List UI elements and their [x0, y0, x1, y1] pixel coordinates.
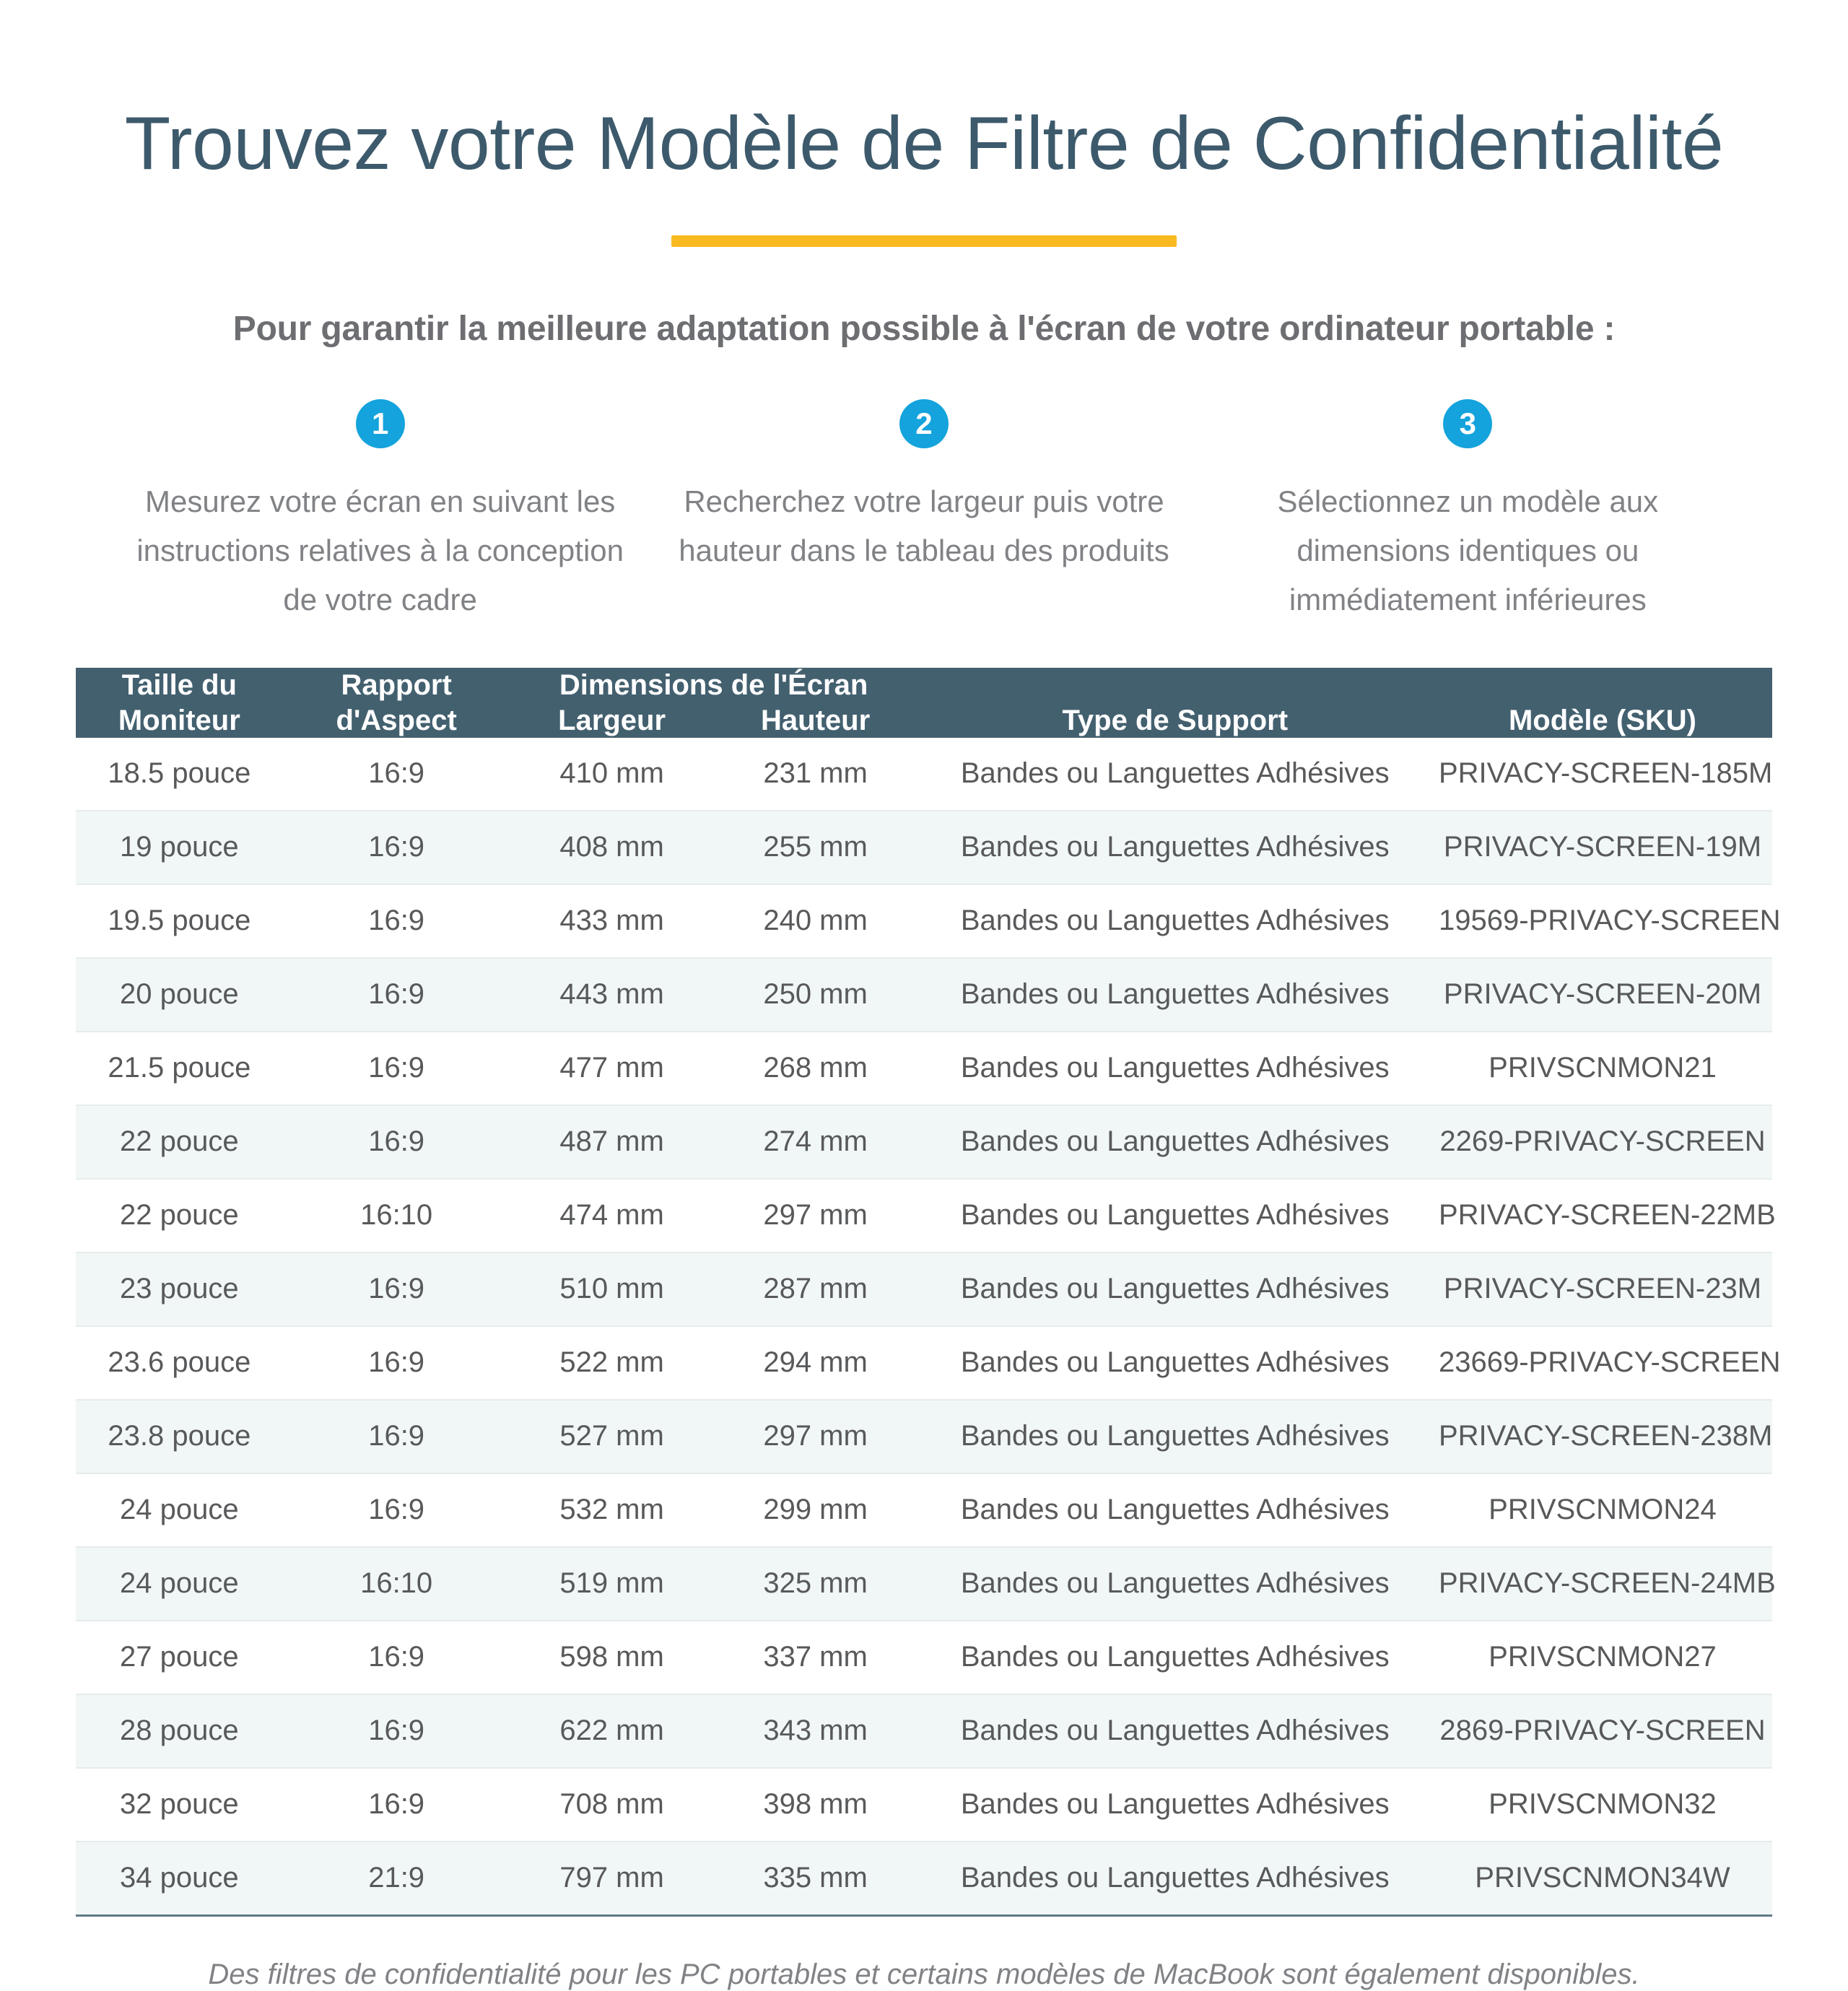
table-row: [76, 884, 1772, 958]
cell-aspect-ratio: 16:9: [283, 1473, 510, 1547]
title-accent-rule-container: [0, 235, 1848, 247]
cell-monitor-size: 23 pouce: [76, 1252, 283, 1326]
cell-aspect-ratio: 16:9: [283, 1326, 510, 1400]
cell-monitor-size: 22 pouce: [76, 1105, 283, 1179]
cell-aspect-ratio: 16:9: [283, 1252, 510, 1326]
cell-screen-width: 433 mm: [510, 884, 714, 958]
cell-model-sku: PRIVACY-SCREEN-24MB: [1433, 1547, 1772, 1621]
cell-screen-width: 510 mm: [510, 1252, 714, 1326]
table-row: [76, 958, 1772, 1032]
cell-model-sku: 23669-PRIVACY-SCREEN: [1433, 1326, 1772, 1400]
cell-mount-type: Bandes ou Languettes Adhésives: [918, 1547, 1433, 1621]
column-header-monitor-size: Taille du Moniteur: [76, 668, 283, 739]
column-header-mount-type: Type de Support: [918, 668, 1433, 739]
product-table-container: [76, 668, 1781, 1917]
cell-model-sku: PRIVACY-SCREEN-23M: [1433, 1252, 1772, 1326]
cell-mount-type: Bandes ou Languettes Adhésives: [918, 1326, 1433, 1400]
steps-section: [0, 399, 1848, 624]
cell-screen-height: 274 mm: [714, 1105, 918, 1179]
cell-screen-height: 294 mm: [714, 1326, 918, 1400]
cell-aspect-ratio: 16:9: [283, 958, 510, 1032]
cell-monitor-size: 21.5 pouce: [76, 1032, 283, 1105]
cell-mount-type: Bandes ou Languettes Adhésives: [918, 811, 1433, 884]
step-text-2: Recherchez votre largeur puis votre hauteur dans le tableau des produits: [679, 484, 1169, 567]
cell-monitor-size: 27 pouce: [76, 1621, 283, 1694]
privacy-filter-finder-page: [0, 51, 1848, 1991]
product-specifications-table: [76, 668, 1781, 1917]
cell-aspect-ratio: 16:10: [283, 1179, 510, 1252]
cell-model-sku: PRIVSCNMON32: [1433, 1768, 1772, 1842]
cell-monitor-size: 18.5 pouce: [108, 757, 251, 790]
cell-monitor-size: 20 pouce: [76, 958, 283, 1032]
page-title: Trouvez votre Modèle de Filtre de Confidentialité: [124, 101, 1724, 186]
table-row: [76, 1032, 1772, 1105]
cell-mount-type: Bandes ou Languettes Adhésives: [918, 1400, 1433, 1473]
cell-screen-width: 443 mm: [510, 958, 714, 1032]
cell-monitor-size: 32 pouce: [76, 1768, 283, 1842]
cell-model-sku: PRIVACY-SCREEN-20M: [1433, 958, 1772, 1032]
cell-model-sku: PRIVSCNMON34W: [1433, 1842, 1772, 1916]
cell-monitor-size: 34 pouce: [76, 1842, 283, 1916]
column-header-screen-dimensions: Dimensions de l'Écran: [510, 668, 918, 703]
column-header-height: Hauteur: [714, 703, 918, 739]
cell-screen-width: 408 mm: [510, 811, 714, 884]
cell-mount-type: Bandes ou Languettes Adhésives: [918, 1105, 1433, 1179]
cell-screen-width: 410 mm: [559, 757, 664, 790]
cell-model-sku: 19569-PRIVACY-SCREEN: [1433, 884, 1772, 958]
title-accent-rule: [671, 235, 1177, 247]
cell-mount-type: Bandes ou Languettes Adhésives: [918, 1842, 1433, 1916]
step-item-2: [652, 399, 1195, 624]
cell-mount-type: Bandes ou Languettes Adhésives: [918, 1032, 1433, 1105]
table-row: [76, 1621, 1772, 1694]
cell-aspect-ratio: 16:9: [283, 811, 510, 884]
cell-monitor-size: 19.5 pouce: [76, 884, 283, 958]
table-row: [76, 1252, 1772, 1326]
cell-mount-type: Bandes ou Languettes Adhésives: [918, 1473, 1433, 1547]
cell-model-sku: PRIVSCNMON21: [1433, 1032, 1772, 1105]
column-header-width: Largeur: [510, 703, 714, 739]
cell-screen-width: 598 mm: [510, 1621, 714, 1694]
table-row: [76, 1842, 1772, 1916]
cell-mount-type: Bandes ou Languettes Adhésives: [918, 1621, 1433, 1694]
cell-screen-height: 398 mm: [714, 1768, 918, 1842]
cell-mount-type: Bandes ou Languettes Adhésives: [918, 1694, 1433, 1768]
footnote-text: Des filtres de confidentialité pour les PC portables et certains modèles de MacBook sont également disponibles.: [208, 1959, 1640, 1991]
cell-mount-type: Bandes ou Languettes Adhésives: [918, 1179, 1433, 1252]
cell-mount-type: Bandes ou Languettes Adhésives: [918, 884, 1433, 958]
cell-screen-width: 477 mm: [510, 1032, 714, 1105]
table-row: [76, 1768, 1772, 1842]
cell-screen-height: 240 mm: [714, 884, 918, 958]
cell-model-sku: PRIVSCNMON24: [1433, 1473, 1772, 1547]
table-row: [76, 1400, 1772, 1473]
step-text-3: Sélectionnez un modèle aux dimensions identiques ou immédiatement inférieures: [1277, 484, 1659, 617]
cell-screen-width: 527 mm: [510, 1400, 714, 1473]
cell-screen-height: 231 mm: [763, 757, 868, 790]
cell-screen-height: 335 mm: [714, 1842, 918, 1916]
cell-screen-height: 297 mm: [714, 1179, 918, 1252]
cell-mount-type: Bandes ou Languettes Adhésives: [918, 958, 1433, 1032]
cell-aspect-ratio: 16:9: [283, 1621, 510, 1694]
page-subtitle: Pour garantir la meilleure adaptation possible à l'écran de votre ordinateur portable :: [232, 309, 1616, 348]
table-row: [76, 1473, 1772, 1547]
cell-screen-height: 268 mm: [714, 1032, 918, 1105]
table-row: [76, 811, 1772, 884]
cell-monitor-size: 23.8 pouce: [76, 1400, 283, 1473]
cell-screen-width: 708 mm: [510, 1768, 714, 1842]
cell-monitor-size: 24 pouce: [76, 1547, 283, 1621]
cell-screen-height: 337 mm: [714, 1621, 918, 1694]
cell-aspect-ratio: 16:10: [283, 1547, 510, 1621]
cell-aspect-ratio: 16:9: [283, 1032, 510, 1105]
cell-screen-width: 487 mm: [510, 1105, 714, 1179]
cell-screen-height: 255 mm: [714, 811, 918, 884]
table-row: [76, 1105, 1772, 1179]
cell-mount-type: Bandes ou Languettes Adhésives: [960, 757, 1390, 790]
cell-model-sku: PRIVACY-SCREEN-185M: [1438, 757, 1773, 790]
table-row: [76, 1547, 1772, 1621]
table-row: [76, 1694, 1772, 1768]
cell-model-sku: PRIVACY-SCREEN-19M: [1433, 811, 1772, 884]
cell-screen-height: 325 mm: [714, 1547, 918, 1621]
column-header-model-sku: Modèle (SKU): [1433, 668, 1772, 739]
cell-model-sku: PRIVSCNMON27: [1433, 1621, 1772, 1694]
table-header-row-1: [76, 668, 1772, 703]
cell-screen-width: 519 mm: [510, 1547, 714, 1621]
step-number-badge-2: 2: [899, 399, 949, 448]
cell-model-sku: 2869-PRIVACY-SCREEN: [1433, 1694, 1772, 1768]
table-body: [76, 738, 1781, 1916]
cell-screen-height: 343 mm: [714, 1694, 918, 1768]
cell-screen-width: 474 mm: [510, 1179, 714, 1252]
cell-mount-type: Bandes ou Languettes Adhésives: [918, 1252, 1433, 1326]
cell-monitor-size: 22 pouce: [76, 1179, 283, 1252]
cell-screen-width: 797 mm: [510, 1842, 714, 1916]
cell-aspect-ratio: 16:9: [283, 1400, 510, 1473]
cell-aspect-ratio: 16:9: [283, 1768, 510, 1842]
cell-model-sku: PRIVACY-SCREEN-22MB: [1433, 1179, 1772, 1252]
step-item-3: [1196, 399, 1740, 624]
cell-screen-height: 250 mm: [714, 958, 918, 1032]
cell-monitor-size: 28 pouce: [76, 1694, 283, 1768]
cell-aspect-ratio: 21:9: [283, 1842, 510, 1916]
table-row: [76, 738, 1772, 811]
cell-aspect-ratio: 16:9: [283, 1105, 510, 1179]
cell-screen-width: 622 mm: [510, 1694, 714, 1768]
cell-screen-height: 299 mm: [714, 1473, 918, 1547]
step-text-1: Mesurez votre écran en suivant les instructions relatives à la conception de votre cadre: [136, 484, 624, 617]
table-row: [76, 1179, 1772, 1252]
cell-screen-width: 522 mm: [510, 1326, 714, 1400]
cell-model-sku: PRIVACY-SCREEN-238M: [1433, 1400, 1772, 1473]
cell-screen-height: 297 mm: [714, 1400, 918, 1473]
cell-monitor-size: 23.6 pouce: [76, 1326, 283, 1400]
table-head: [76, 668, 1772, 739]
step-number-badge-1: 1: [356, 399, 405, 448]
cell-mount-type: Bandes ou Languettes Adhésives: [918, 1768, 1433, 1842]
cell-aspect-ratio: 16:9: [368, 757, 425, 790]
column-header-aspect-ratio: Rapport d'Aspect: [283, 668, 510, 739]
step-number-badge-3: 3: [1443, 399, 1492, 448]
cell-aspect-ratio: 16:9: [283, 884, 510, 958]
cell-aspect-ratio: 16:9: [283, 1694, 510, 1768]
cell-screen-height: 287 mm: [714, 1252, 918, 1326]
cell-screen-width: 532 mm: [510, 1473, 714, 1547]
cell-monitor-size: 24 pouce: [76, 1473, 283, 1547]
cell-monitor-size: 19 pouce: [76, 811, 283, 884]
table-row: [76, 1326, 1772, 1400]
step-item-1: [108, 399, 652, 624]
cell-model-sku: 2269-PRIVACY-SCREEN: [1433, 1105, 1772, 1179]
